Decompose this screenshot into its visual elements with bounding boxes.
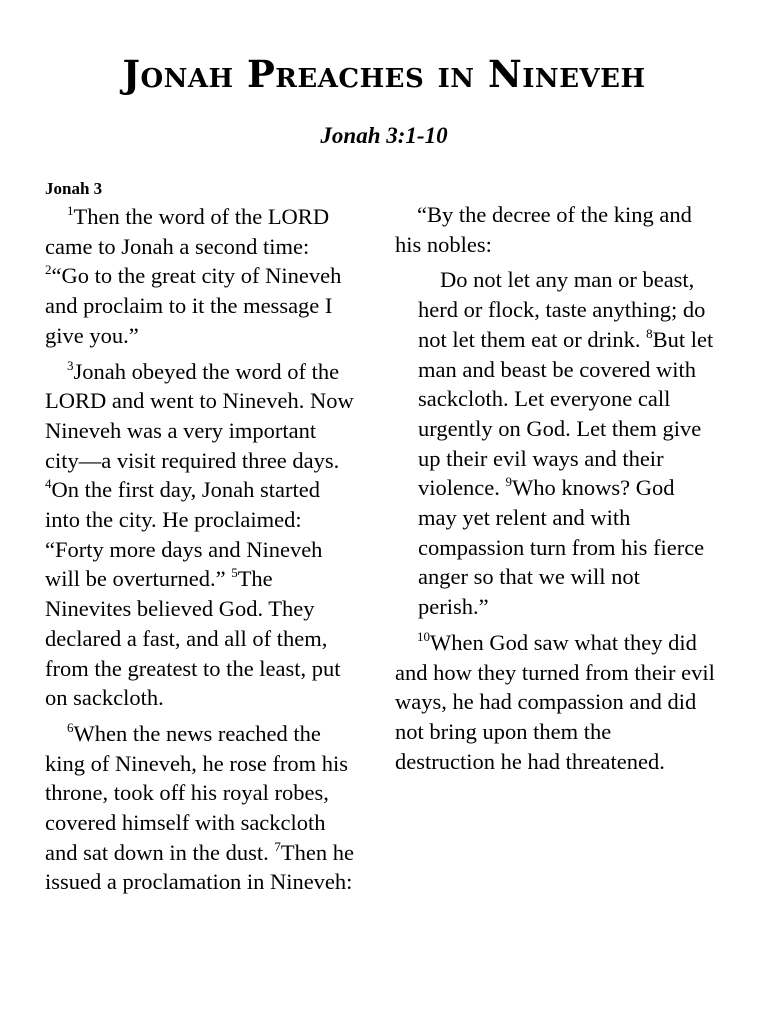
paragraph-decree-intro <box>395 200 715 259</box>
verse-text: When the news reached the king of Nineveh, he rose from his throne, took off his royal robes, covered himself with sackcloth and sat down in the dust. <box>45 720 349 865</box>
verse-text: The Ninevites believed God. They declared a fast, and all of them, from the greatest to the least, put on sackcloth. <box>45 566 341 711</box>
verse-text: But let man and beast be covered with sackcloth. Let everyone call urgently on God. Let them give up their evil ways and their violence. <box>418 326 714 501</box>
verse-number: 4 <box>45 476 52 492</box>
verse-number: 5 <box>231 565 238 581</box>
verse-text: Then the word of the LORD came to Jonah a second time: <box>45 204 330 259</box>
verse-number: 7 <box>274 838 281 854</box>
paragraph-verses-1-2 <box>45 202 355 351</box>
verse-number: 1 <box>67 203 74 218</box>
verse-text: “Go to the great city of Nineveh and proclaim to it the message I give you.” <box>45 263 342 348</box>
verse-number: 9 <box>505 474 512 490</box>
left-column <box>45 176 355 903</box>
verse-text: When God saw what they did and how they turned from their evil ways, he had compassion and did not bring upon them the destruction he had threatened. <box>395 629 715 774</box>
scripture-reference: Jonah 3:1-10 <box>320 123 448 148</box>
verse-text: Then he issued a proclamation in Nineveh: <box>45 839 354 895</box>
verse-text: Who knows? God may yet relent and with compassion turn from his fierce anger so that we will not perish.” <box>418 475 705 620</box>
chapter-label: Jonah 3 <box>45 179 103 198</box>
verse-text: On the first day, Jonah started into the city. He proclaimed: “Forty more days and Nineveh will be overturned.” <box>45 477 323 592</box>
verse-number: 6 <box>67 719 74 735</box>
verse-number: 8 <box>646 325 653 341</box>
verse-text: “By the decree of the king and his nobles: <box>395 202 692 257</box>
right-column <box>395 200 715 782</box>
paragraph-verse-10 <box>395 628 715 777</box>
paragraph-verses-3-5 <box>45 357 355 713</box>
verse-number: 10 <box>417 628 430 644</box>
verse-number: 3 <box>67 357 74 373</box>
verse-text: Jonah obeyed the word of the LORD and went to Nineveh. Now Nineveh was a very important city—a visit required three days. <box>45 358 354 473</box>
verse-number: 2 <box>45 262 52 278</box>
decree-quote <box>418 265 715 621</box>
paragraph-verses-6-7 <box>45 719 355 897</box>
verse-text: Do not let any man or beast, herd or flock, taste anything; do not let them eat or drink. <box>418 267 706 352</box>
page-title: Jonah Preaches in Nineveh <box>122 52 646 96</box>
